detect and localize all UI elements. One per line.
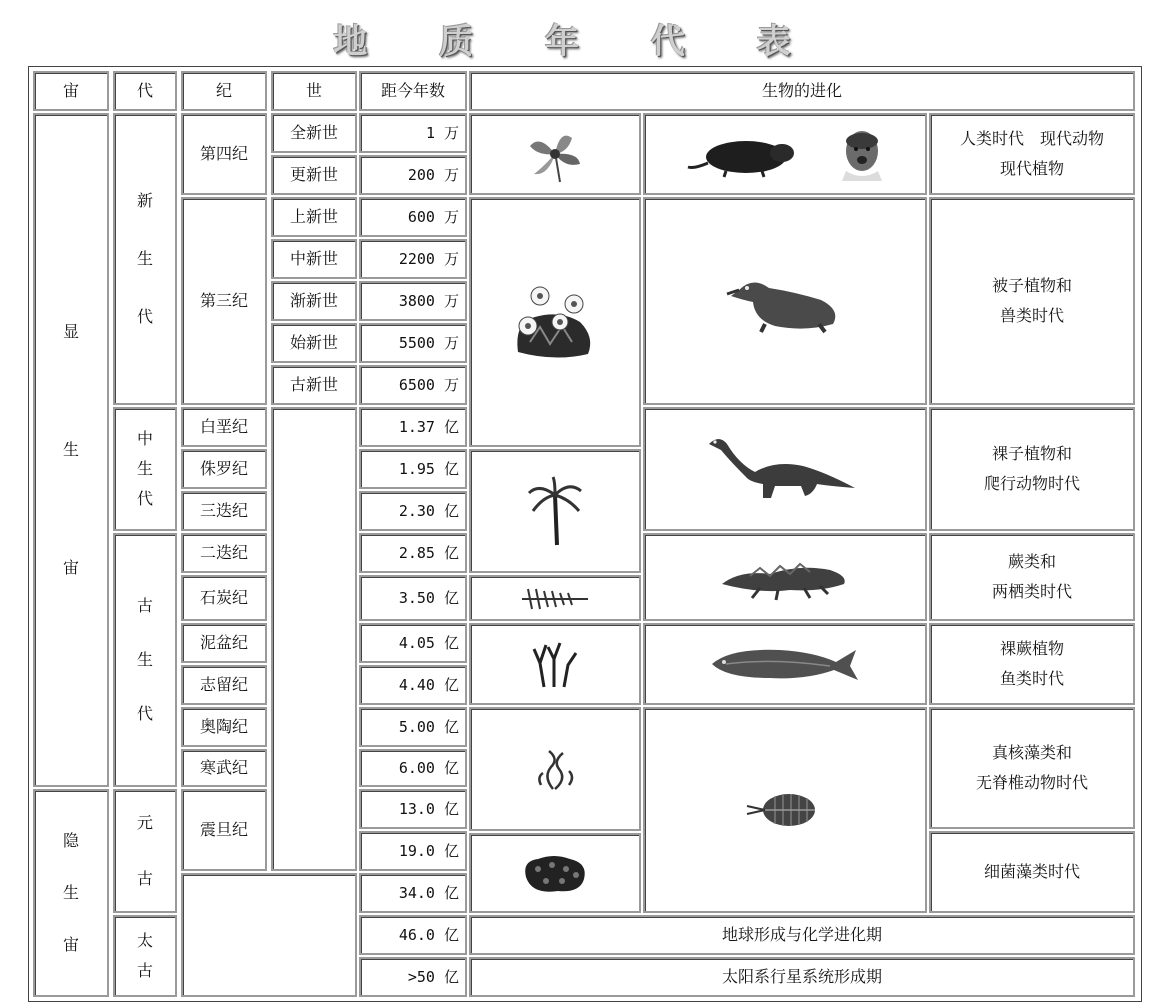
age-cell: 6.00 亿 [359,749,467,787]
bacteria-image-cell [469,833,641,913]
desc-fern: 蕨类和 两栖类时代 [929,533,1135,621]
age-cell: 5.00 亿 [359,707,467,747]
age-cell: 5500 万 [359,323,467,363]
era-cenozoic: 新 生 代 [113,113,177,405]
period-tertiary: 第三纪 [181,197,267,405]
age-cell: 1 万 [359,113,467,153]
psilophyte-icon [530,639,580,689]
era-mesozoic: 中 生 代 [113,407,177,531]
psilophyte-image-cell [469,623,641,705]
period-permian: 二迭纪 [181,533,267,573]
fern-icon [520,585,590,611]
age-cell: 34.0 亿 [359,873,467,913]
epoch-pliocene: 上新世 [271,197,357,237]
period-silurian: 志留纪 [181,665,267,705]
age-cell: 2.85 亿 [359,533,467,573]
desc-angiosperm: 被子植物和 兽类时代 [929,197,1135,405]
desc-psilophyte: 裸蕨植物 鱼类时代 [929,623,1135,705]
age-cell: 2.30 亿 [359,491,467,531]
page-title: 地 质 年 代 表 [333,22,821,62]
epoch-holocene: 全新世 [271,113,357,153]
period-cretaceous: 白垩纪 [181,407,267,447]
human-face-icon [840,127,884,181]
age-cell: 6500 万 [359,365,467,405]
desc-bacteria: 细菌藻类时代 [929,831,1135,913]
header-age: 距今年数 [359,71,467,111]
amphibian-icon [720,552,850,602]
era-proterozoic: 元 古 [113,789,177,913]
desc-gymnosperm: 裸子植物和 爬行动物时代 [929,407,1135,531]
sauropod-dinosaur-icon [705,434,865,504]
geologic-timescale-table [28,66,1142,1002]
orchid-image-cell [469,113,641,195]
era-archean: 太 古 [113,915,177,997]
seaweed-icon [533,747,577,791]
epoch-eocene: 始新世 [271,323,357,363]
age-cell: 1.37 亿 [359,407,467,447]
desc-earth-formation: 地球形成与化学进化期 [469,915,1135,955]
era-paleozoic: 古 生 代 [113,533,177,787]
age-cell: >50 亿 [359,957,467,997]
period-carboniferous: 石炭纪 [181,575,267,621]
fern-image-cell [469,575,641,621]
period-triassic: 三迭纪 [181,491,267,531]
age-cell: 600 万 [359,197,467,237]
desc-solar-formation: 太阳系行星系统形成期 [469,957,1135,997]
eon-phanerozoic: 显 生 宙 [33,113,109,787]
amphibian-image-cell [643,533,927,621]
modern-animals-cell [643,113,927,195]
mammal-image-cell [643,197,927,405]
period-quaternary: 第四纪 [181,113,267,195]
dinosaur-image-cell [643,407,927,531]
header-period: 纪 [181,71,267,111]
epoch-empty-cell [271,407,357,871]
period-empty-cell [181,873,357,997]
epoch-pleistocene: 更新世 [271,155,357,195]
orchid-icon [520,124,590,184]
period-ordovician: 奥陶纪 [181,707,267,747]
period-jurassic: 侏罗纪 [181,449,267,489]
algae-image-cell [469,707,641,831]
age-cell: 2200 万 [359,239,467,279]
epoch-miocene: 中新世 [271,239,357,279]
trilobite-icon [745,788,825,832]
age-cell: 3.50 亿 [359,575,467,621]
age-cell: 200 万 [359,155,467,195]
desc-eukaryote: 真核藻类和 无脊椎动物时代 [929,707,1135,829]
eon-cryptozoic: 隐 生 宙 [33,789,109,997]
desc-modern: 人类时代 现代动物 现代植物 [929,113,1135,195]
header-eon: 宙 [33,71,109,111]
trilobite-image-cell [643,707,927,913]
age-cell: 4.05 亿 [359,623,467,663]
age-cell: 13.0 亿 [359,789,467,829]
age-cell: 1.95 亿 [359,449,467,489]
header-era: 代 [113,71,177,111]
stromatolite-icon [520,851,590,895]
age-cell: 4.40 亿 [359,665,467,705]
palm-image-cell [469,449,641,573]
period-cambrian: 寒武纪 [181,749,267,787]
period-devonian: 泥盆纪 [181,623,267,663]
fish-image-cell [643,623,927,705]
fish-icon [710,644,860,684]
age-cell: 19.0 亿 [359,831,467,871]
epoch-oligocene: 渐新世 [271,281,357,321]
age-cell: 3800 万 [359,281,467,321]
epoch-paleocene: 古新世 [271,365,357,405]
early-mammal-icon [725,266,845,336]
cycad-palm-icon [525,475,585,547]
mole-rat-icon [686,129,796,179]
flower-bush-icon [510,282,600,362]
header-epoch: 世 [271,71,357,111]
period-sinian: 震旦纪 [181,789,267,871]
flowers-image-cell [469,197,641,447]
age-cell: 46.0 亿 [359,915,467,955]
header-evolution: 生物的进化 [469,71,1135,111]
